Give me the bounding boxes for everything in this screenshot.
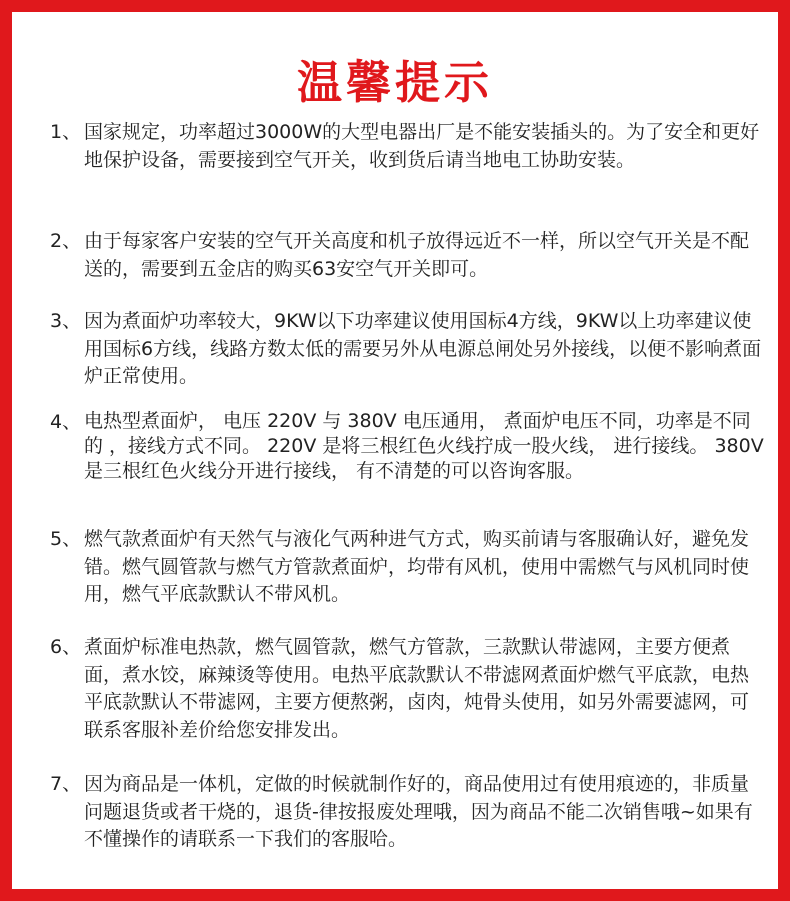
notice-item (50, 409, 765, 484)
notice-number: 4、 (50, 411, 82, 433)
notice-text: 燃气款煮面炉有天然气与液化气两种进气方式，购买前请与客服确认好，避免发错。燃气圆管款与燃气方管款煮面炉，均带有风机，使用中需燃气与风机同时使用，燃气平底款默认不带风机。 (84, 528, 750, 605)
notice-text: 电热型煮面炉， 电压 220V 与 380V 电压通用， 煮面炉电压不同，功率是不同的 ，接线方式不同。 220V 是将三根红色火线拧成一股火线， 进行接线。 380V 是三根红色火线分开进行接线， 有不清楚的可以咨询客服。 (84, 410, 764, 482)
notice-number: 1、 (50, 121, 82, 143)
notice-item (50, 308, 765, 391)
notice-text: 因为煮面炉功率较大，9KW以下功率建议使用国标4方线，9KW以上功率建议使用国标6方线，线路方数太低的需要另外从电源总闸处另外接线，以便不影响煮面炉正常使用。 (84, 310, 762, 387)
notice-text: 由于每家客户安装的空气开关高度和机子放得远近不一样，所以空气开关是不配送的，需要到五金店的购买63安空气开关即可。 (84, 230, 750, 280)
notice-text: 煮面炉标准电热款，燃气圆管款，燃气方管款，三款默认带滤网，主要方便煮面，煮水饺，麻辣烫等使用。电热平底款默认不带滤网煮面炉燃气平底款，电热平底款默认不带滤网，主要方便熬粥，卤肉，炖骨头使用，如另外需要滤网，可联系客服补差价给您安排发出。 (84, 636, 750, 741)
notice-item (50, 634, 765, 744)
notice-number: 6、 (50, 636, 82, 658)
notice-text: 国家规定，功率超过3000W的大型电器出厂是不能安装插头的。为了安全和更好地保护设备，需要接到空气开关，收到货后请当地电工协助安装。 (84, 121, 760, 171)
notice-item (50, 771, 765, 854)
notice-number: 5、 (50, 528, 82, 550)
notice-item (50, 228, 765, 283)
notice-card (12, 12, 778, 889)
notice-item (50, 119, 765, 174)
notice-item (50, 526, 765, 609)
notice-number: 7、 (50, 773, 82, 795)
page-title: 温馨提示 (296, 56, 493, 109)
notice-number: 2、 (50, 230, 82, 252)
notice-text: 因为商品是一体机，定做的时候就制作好的，商品使用过有使用痕迹的，非质量问题退货或者干烧的，退货-律按报废处理哦，因为商品不能二次销售哦~如果有不懂操作的请联系一下我们的客服哈。 (84, 773, 753, 850)
notice-number: 3、 (50, 310, 82, 332)
